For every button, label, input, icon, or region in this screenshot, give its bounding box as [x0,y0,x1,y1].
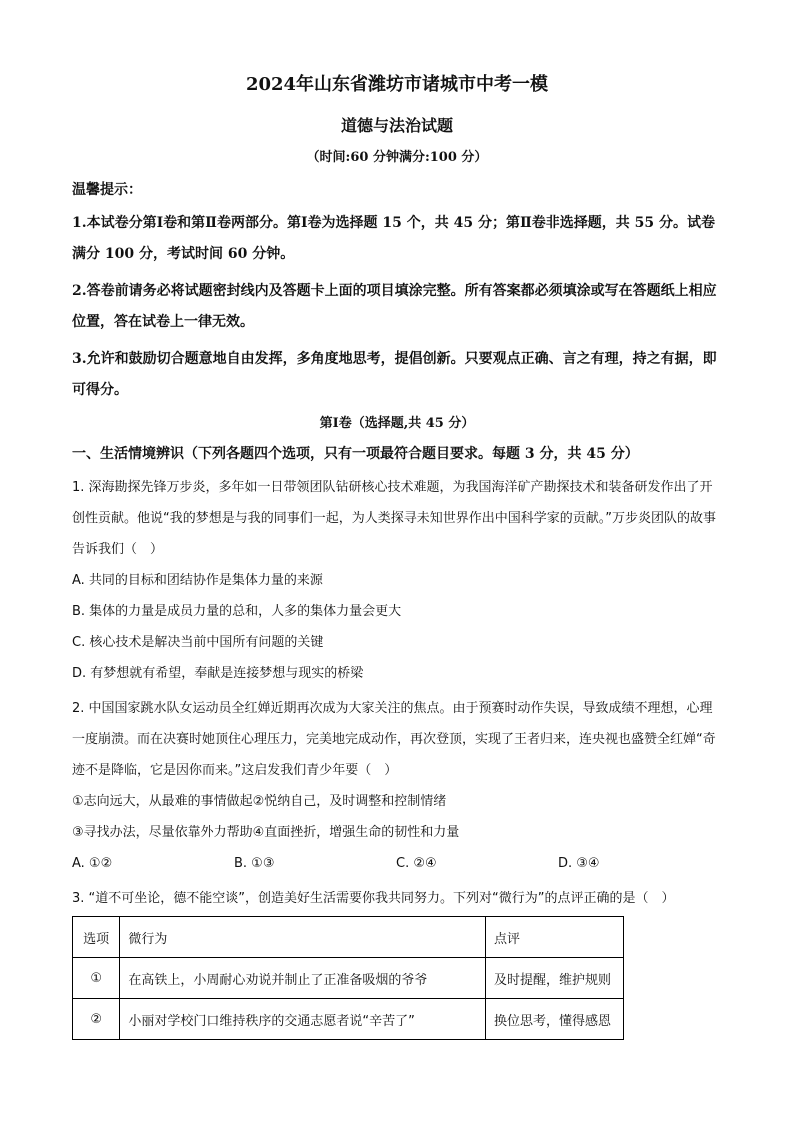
question-2-stem: 2. 中国国家跳水队女运动员全红婵近期再次成为大家关注的焦点。由于预赛时动作失误，导致成绩不理想，心理一度崩溃。而在决赛时她顶住心理压力，完美地完成动作，再次登顶，实现了王者归来，连央视也盛赞全红婵“奇迹不是降临，它是因你而来。”这启发我们青少年要（ ） [72,701,716,778]
question-1-option-d: D. 有梦想就有希望，奉献是连接梦想与现实的桥梁 [72,666,364,681]
section-heading: 一、生活情境辨识（下列各题四个选项，只有一项最符合题目要求。每题 3 分，共 45 分） [72,446,639,462]
question-1-option-a: A. 共同的目标和团结协作是集体力量的来源 [72,573,323,588]
table-row [73,999,624,1040]
tip-item: 1.本试卷分第Ⅰ卷和第Ⅱ卷两部分。第Ⅰ卷为选择题 15 个，共 45 分；第Ⅱ卷非选择题，共 55 分。试卷满分 100 分，考试时间 60 分钟。 [72,215,715,262]
table-cell: 在高铁上，小周耐心劝说并制止了正准备吸烟的爷爷 [120,958,486,999]
question-1-option-c: C. 核心技术是解决当前中国所有问题的关键 [72,635,324,650]
question-2-statement: ③寻找办法，尽量依靠外力帮助④直面挫折，增强生命的韧性和力量 [72,825,460,840]
exam-content [72,70,722,1040]
table-header: 选项 [73,917,120,958]
tip-item: 2.答卷前请务必将试题密封线内及答题卡上面的项目填涂完整。所有答案都必须填涂或写在答题纸上相应位置，答在试卷上一律无效。 [72,283,717,330]
question-1-option-b: B. 集体的力量是成员力量的总和，人多的集体力量会更大 [72,604,402,619]
table-cell: ① [73,958,120,999]
table-cell: ② [73,999,120,1040]
question-2-option-a: A. ①② [72,856,113,871]
exam-subtitle: 道德与法治试题 [340,116,453,135]
question-2-options [72,848,722,879]
tip-item: 3.允许和鼓励切合题意地自由发挥，多角度地思考，提倡创新。只要观点正确、言之有理，持之有据，即可得分。 [72,351,717,398]
question-2-option-b: B. ①③ [234,856,275,871]
table-cell: 小丽对学校门口维持秩序的交通志愿者说“辛苦了” [120,999,486,1040]
exam-title: 2024年山东省潍坊市诸城市中考一模 [245,74,549,95]
question-2-option-d: D. ③④ [558,856,600,871]
question-1-stem: 1. 深海勘探先锋万步炎，多年如一日带领团队钻研核心技术难题，为我国海洋矿产勘探技术和装备研发作出了开创性贡献。他说“我的梦想是与我的同事们一起，为人类探寻未知世界作出中国科学家的贡献。”万步炎团队的故事告诉我们（ ） [72,480,716,557]
question-2-option-c: C. ②④ [396,856,437,871]
table-row [73,958,624,999]
table-cell: 换位思考，懂得感恩 [485,999,623,1040]
question-2-statement: ①志向远大，从最难的事情做起②悦纳自己，及时调整和控制情绪 [72,794,447,809]
question-3-stem: 3. “道不可坐论，德不能空谈”，创造美好生活需要你我共同努力。下列对“微行为”的点评正确的是（ ） [72,891,675,906]
table-cell: 及时提醒，维护规则 [485,958,623,999]
table-header: 微行为 [120,917,486,958]
table-header-row [73,917,624,958]
exam-time-info: （时间:60 分钟满分:100 分） [306,150,488,165]
tips-title: 温馨提示： [72,182,142,198]
table-header: 点评 [485,917,623,958]
part1-title: 第Ⅰ卷（选择题,共 45 分） [319,416,475,431]
question-3-table [72,916,624,1040]
